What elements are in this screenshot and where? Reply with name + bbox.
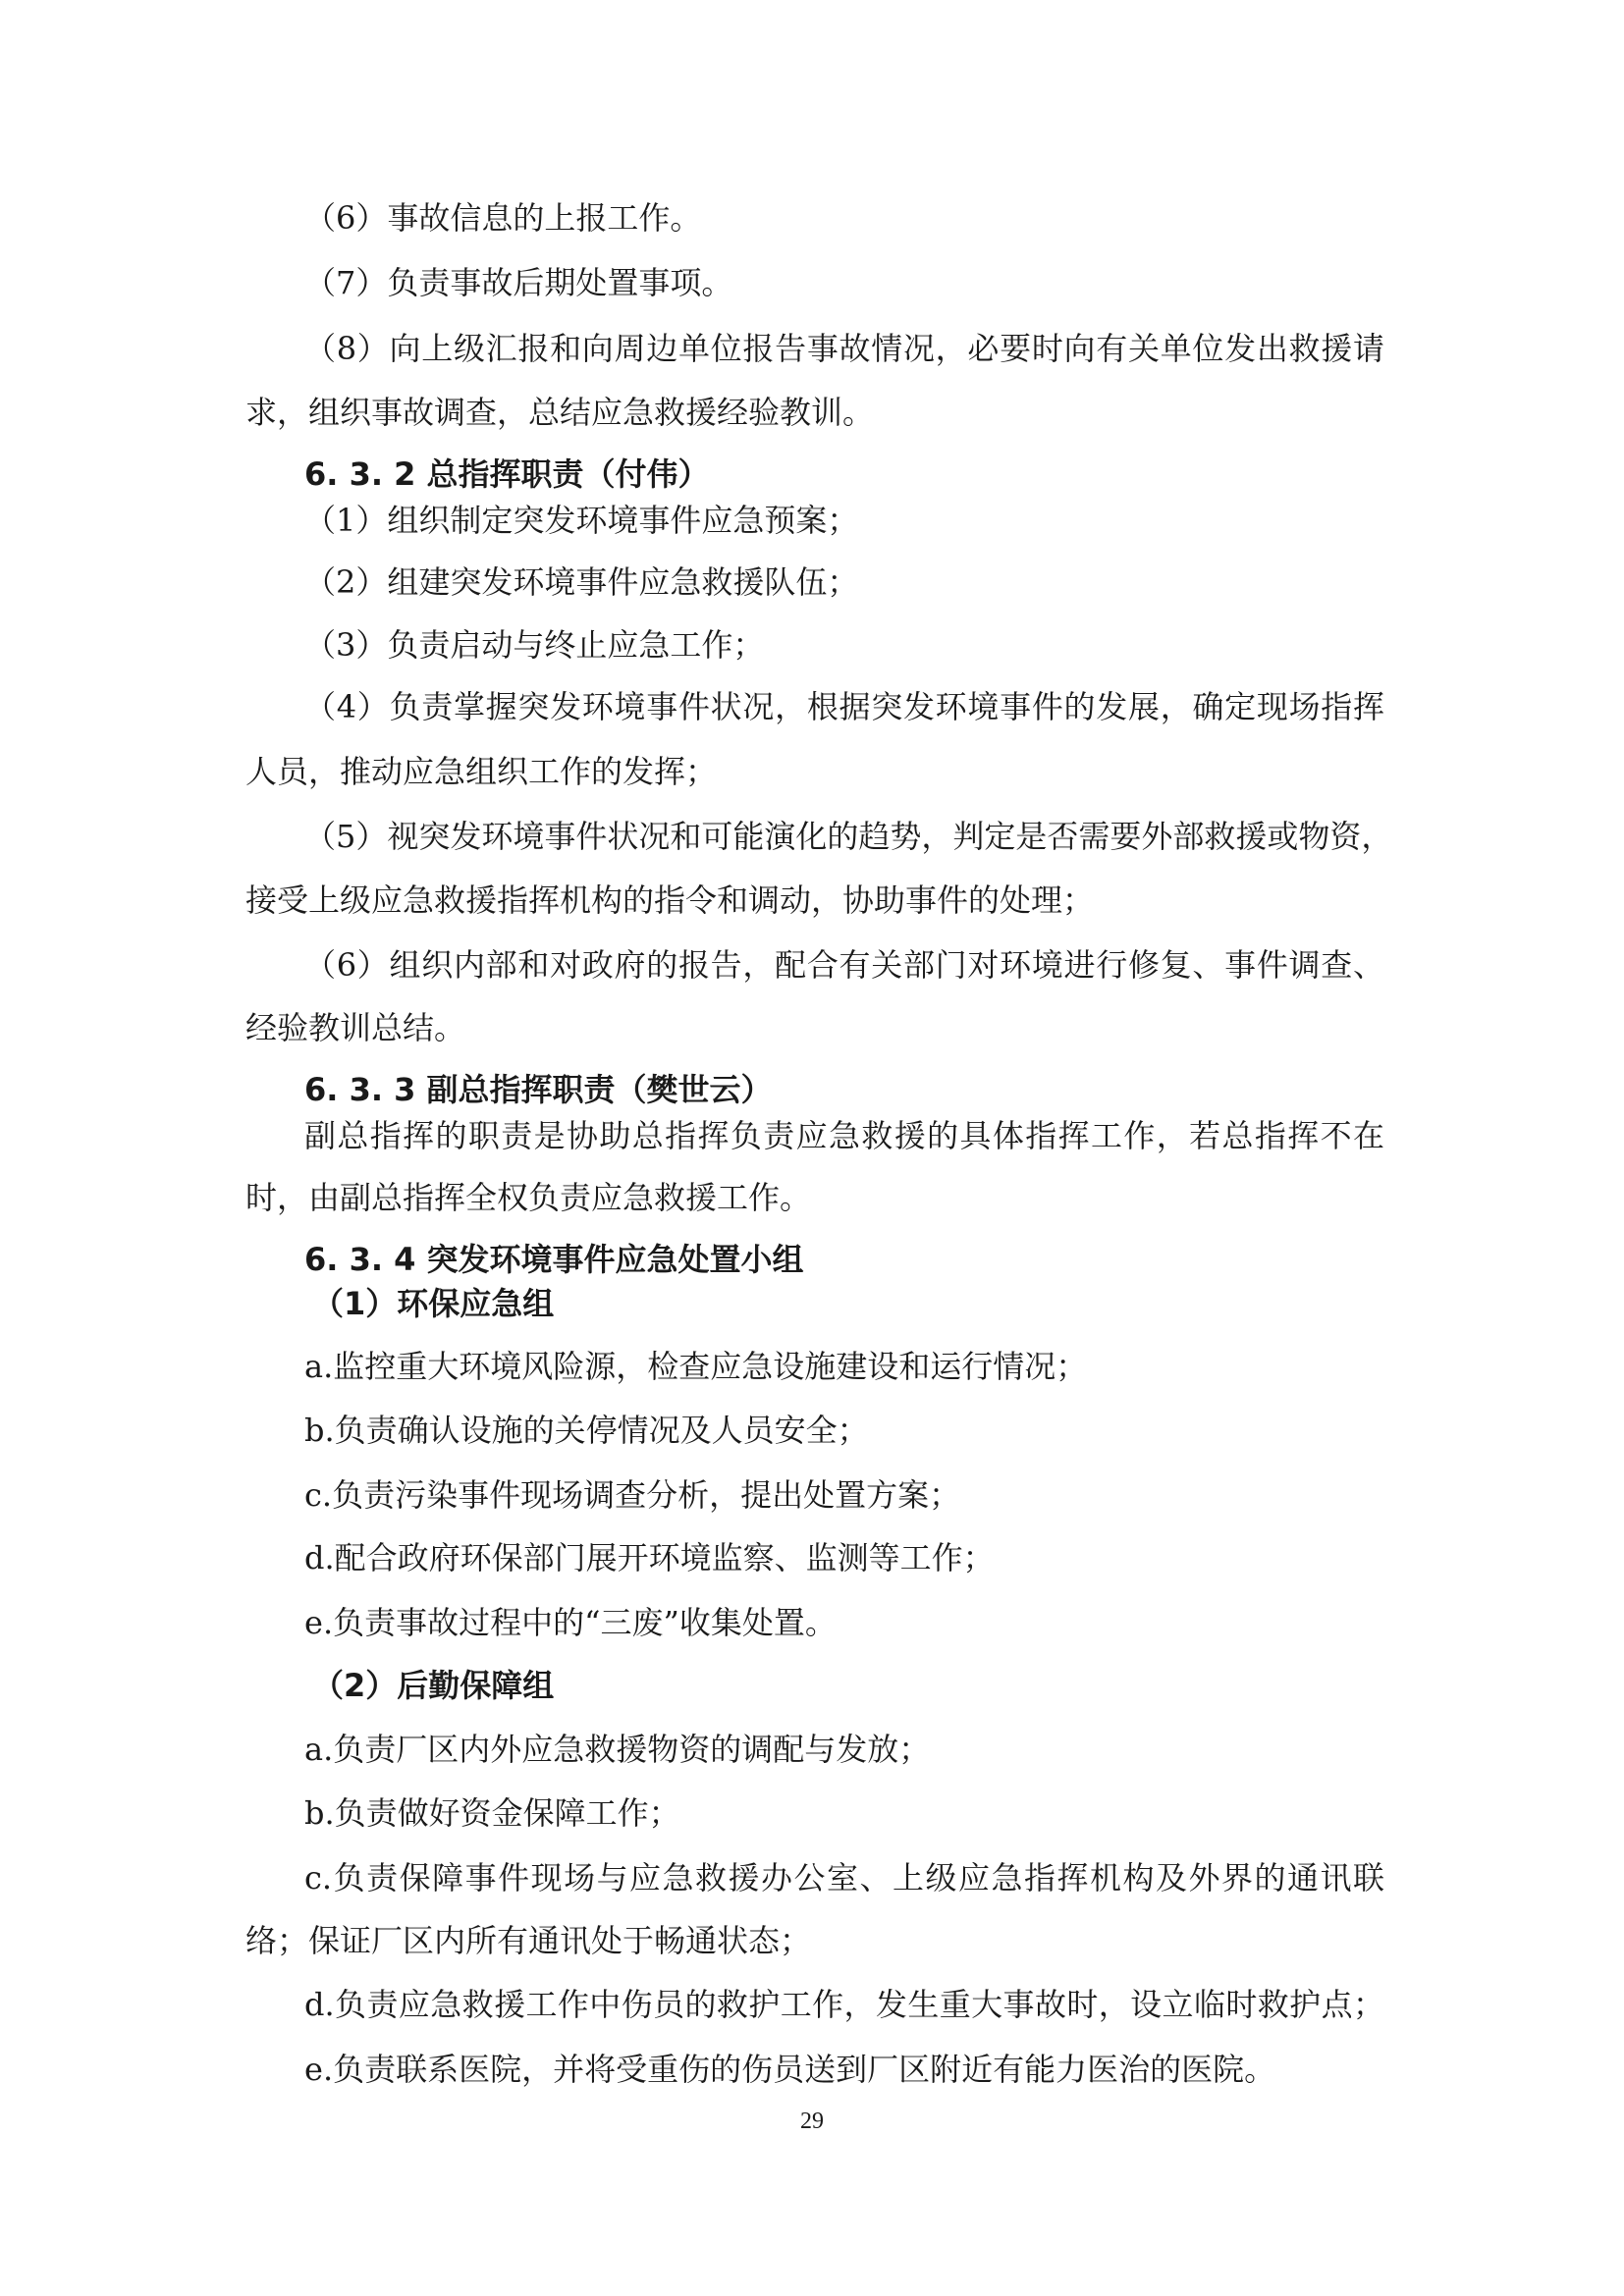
text-line: b.负责做好资金保障工作； <box>304 1794 680 1832</box>
page-number: 29 <box>800 2109 824 2134</box>
text-line: d.配合政府环保部门展开环境监察、监测等工作； <box>304 1539 995 1576</box>
text-line: a.监控重大环境风险源，检查应急设施建设和运行情况； <box>304 1348 1088 1385</box>
text-line: a.负责厂区内外应急救援物资的调配与发放； <box>304 1731 931 1768</box>
section-heading-6-3-3: 6. 3. 3 副总指挥职责（樊世云） <box>304 1071 773 1108</box>
text-line: d.负责应急救援工作中伤员的救护工作，发生重大事故时，设立临时救护点； <box>304 1986 1384 2023</box>
text-line: （7）负责事故后期处置事项。 <box>304 264 733 301</box>
text-line: 时，由副总指挥全权负责应急救援工作。 <box>245 1179 812 1216</box>
text-line: （4）负责掌握突发环境事件状况，根据突发环境事件的发展，确定现场指挥 <box>304 688 1384 725</box>
text-line: （3）负责启动与终止应急工作； <box>304 626 765 664</box>
text-line: （1）组织制定突发环境事件应急预案； <box>304 502 859 539</box>
text-line: （8）向上级汇报和向周边单位报告事故情况，必要时向有关单位发出救援请 <box>304 330 1384 367</box>
text-line: 求，组织事故调查，总结应急救援经验教训。 <box>245 394 875 431</box>
subsection-heading-logistics-group: （2）后勤保障组 <box>312 1667 555 1704</box>
text-line: 副总指挥的职责是协助总指挥负责应急救援的具体指挥工作，若总指挥不在 <box>304 1117 1384 1154</box>
section-heading-6-3-4: 6. 3. 4 突发环境事件应急处置小组 <box>304 1241 804 1278</box>
text-line: b.负责确认设施的关停情况及人员安全； <box>304 1412 869 1449</box>
text-line: 络；保证厂区内所有通讯处于畅通状态； <box>245 1922 812 1959</box>
text-line: （6）组织内部和对政府的报告，配合有关部门对环境进行修复、事件调查、 <box>304 946 1384 984</box>
text-line: c.负责污染事件现场调查分析，提出处置方案； <box>304 1476 961 1514</box>
text-line: （2）组建突发环境事件应急救援队伍； <box>304 563 859 601</box>
text-line: （6）事故信息的上报工作。 <box>304 199 702 237</box>
text-line: c.负责保障事件现场与应急救援办公室、上级应急指挥机构及外界的通讯联 <box>304 1859 1384 1896</box>
text-line: e.负责联系医院，并将受重伤的伤员送到厂区附近有能力医治的医院。 <box>304 2051 1276 2088</box>
text-line: （5）视突发环境事件状况和可能演化的趋势，判定是否需要外部救援或物资， <box>304 818 1393 855</box>
text-line: 人员，推动应急组织工作的发挥； <box>245 753 718 790</box>
text-line: 经验教训总结。 <box>245 1009 466 1046</box>
text-line: 接受上级应急救援指挥机构的指令和调动，协助事件的处理； <box>245 881 1095 919</box>
section-heading-6-3-2: 6. 3. 2 总指挥职责（付伟） <box>304 455 710 493</box>
subsection-heading-environmental-group: （1）环保应急组 <box>312 1285 555 1322</box>
text-line: e.负责事故过程中的“三废”收集处置。 <box>304 1604 837 1641</box>
